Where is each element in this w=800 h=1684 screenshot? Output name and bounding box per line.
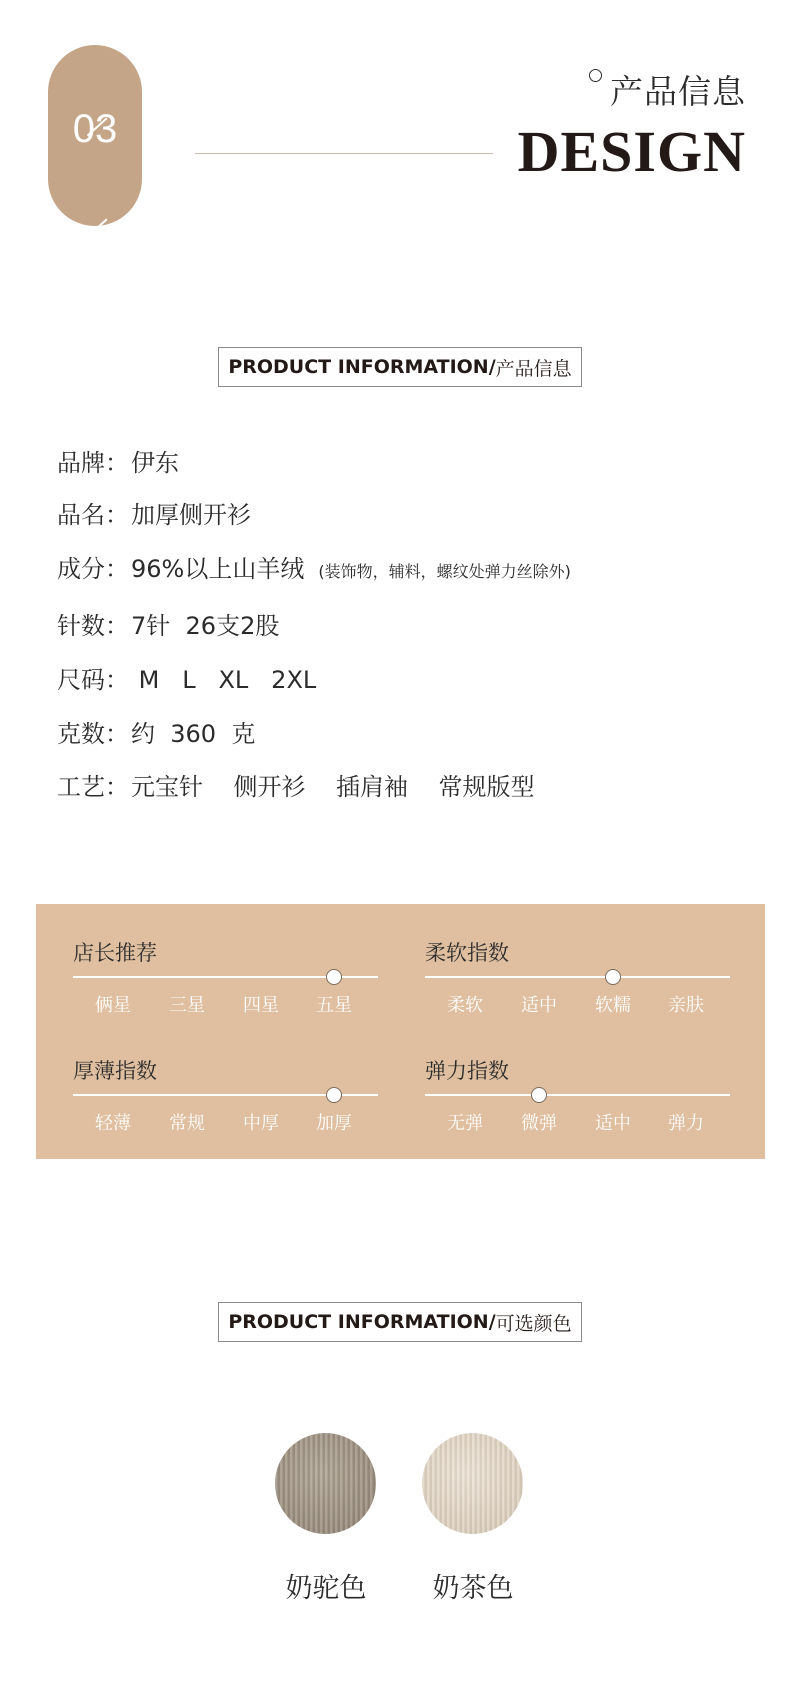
- section-number: 03: [72, 107, 118, 151]
- rating-thickness: [73, 1055, 378, 1155]
- color-label: 奶驼色: [285, 1573, 367, 1604]
- rating-label: 弹力: [668, 1113, 704, 1134]
- rating-label: 柔软: [447, 995, 483, 1016]
- info-label: 尺码：: [57, 666, 129, 694]
- rating-label: 适中: [521, 995, 557, 1016]
- header-divider: [195, 153, 493, 154]
- info-row-name: [57, 495, 251, 530]
- rating-track: [425, 1094, 730, 1096]
- rating-label: 加厚: [316, 1113, 352, 1134]
- section-number-badge: [48, 45, 142, 226]
- info-value: 7针 26支2股: [131, 612, 280, 640]
- rating-label: 软糯: [595, 995, 631, 1016]
- info-row-size: [57, 660, 316, 695]
- rating-indicator-icon: [531, 1087, 547, 1103]
- section-heading-en: PRODUCT INFORMATION/: [228, 356, 496, 378]
- rating-softness: [425, 937, 730, 1037]
- badge-slash-bottom: [87, 218, 107, 237]
- info-value: 约 360 克: [131, 720, 256, 748]
- rating-panel: [36, 904, 765, 1159]
- rating-label: 常规: [169, 1113, 205, 1134]
- rating-elasticity: [425, 1055, 730, 1155]
- info-label: 品名：: [57, 501, 129, 529]
- section-heading-en: PRODUCT INFORMATION/: [228, 1311, 496, 1333]
- info-value: M L XL 2XL: [131, 666, 317, 694]
- info-value: 加厚侧开衫: [131, 501, 251, 529]
- header-title-en: DESIGN: [517, 119, 746, 184]
- rating-label: 三星: [169, 995, 205, 1016]
- info-row-composition: [57, 549, 571, 584]
- info-row-craft: [57, 767, 535, 802]
- rating-label: 微弹: [521, 1113, 557, 1134]
- info-label: 工艺：: [57, 773, 129, 801]
- section-heading-colors: [218, 1302, 582, 1342]
- info-value: 元宝针 侧开衫 插肩袖 常规版型: [131, 773, 535, 801]
- rating-label: 四星: [243, 995, 279, 1016]
- rating-indicator-icon: [605, 969, 621, 985]
- info-label: 针数：: [57, 612, 129, 640]
- info-row-brand: [57, 443, 179, 478]
- rating-indicator-icon: [326, 969, 342, 985]
- circle-icon: [589, 69, 602, 82]
- rating-label: 俩星: [95, 995, 131, 1016]
- section-heading-product-info: [218, 347, 582, 387]
- section-heading-cn: 可选颜色: [495, 1312, 572, 1335]
- rating-recommend: [73, 937, 378, 1037]
- section-heading-cn: 产品信息: [495, 357, 572, 380]
- info-label: 克数：: [57, 720, 129, 748]
- rating-track: [425, 976, 730, 978]
- header-title-cn: 产品信息: [610, 72, 746, 111]
- info-note: (装饰物，辅料，螺纹处弹力丝除外): [318, 562, 571, 581]
- rating-label: 五星: [316, 995, 352, 1016]
- info-value: 96%以上山羊绒: [131, 555, 305, 583]
- color-swatch-camel[interactable]: [275, 1433, 376, 1534]
- color-swatch-milk-tea[interactable]: [422, 1433, 523, 1534]
- info-label: 品牌：: [57, 449, 129, 477]
- info-label: 成分：: [57, 555, 129, 583]
- info-value: 伊东: [131, 449, 179, 477]
- rating-title: 厚薄指数: [73, 1059, 157, 1083]
- rating-title: 柔软指数: [425, 941, 509, 965]
- rating-label: 轻薄: [95, 1113, 131, 1134]
- color-label: 奶茶色: [432, 1573, 514, 1604]
- rating-title: 店长推荐: [73, 941, 157, 965]
- rating-label: 适中: [595, 1113, 631, 1134]
- rating-indicator-icon: [326, 1087, 342, 1103]
- rating-label: 无弹: [447, 1113, 483, 1134]
- rating-label: 亲肤: [668, 995, 704, 1016]
- info-row-gauge: [57, 606, 279, 641]
- rating-title: 弹力指数: [425, 1059, 509, 1083]
- rating-label: 中厚: [243, 1113, 279, 1134]
- info-row-weight: [57, 714, 255, 749]
